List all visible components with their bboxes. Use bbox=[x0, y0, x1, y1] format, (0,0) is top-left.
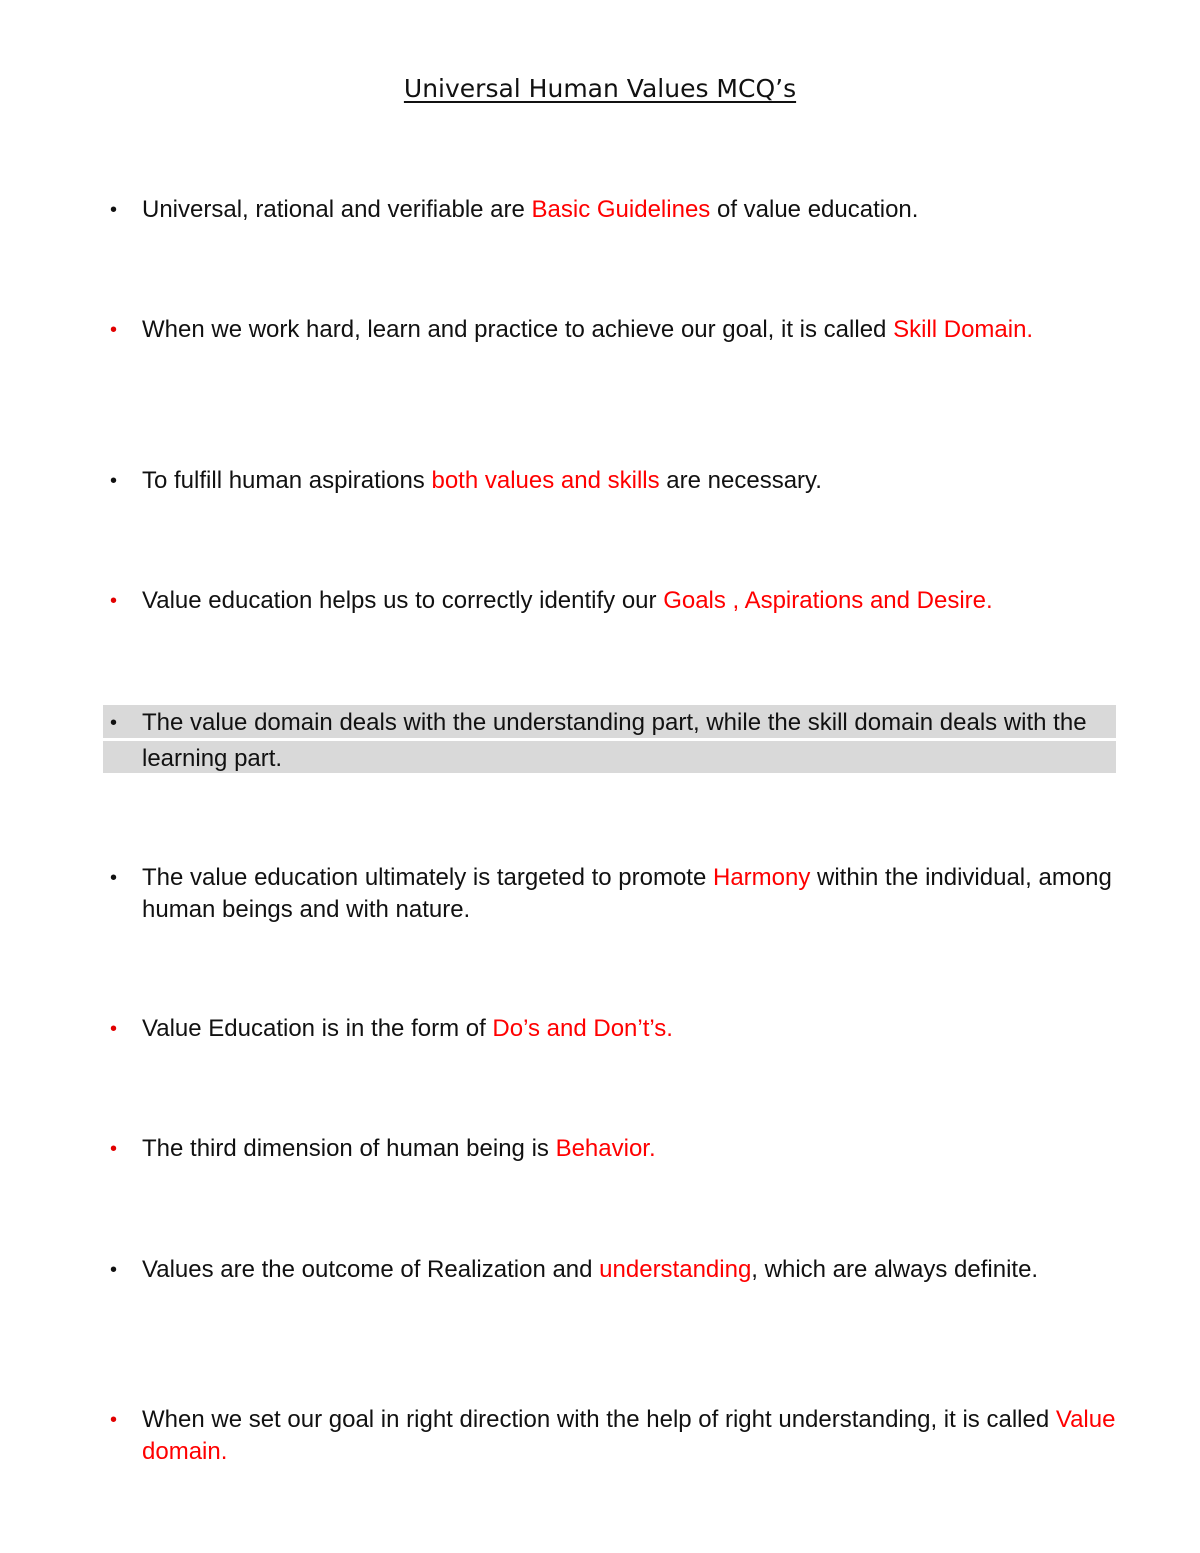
bullet-icon: • bbox=[110, 590, 118, 612]
question-text-end: , which are always definite. bbox=[751, 1256, 1039, 1283]
answer-text: Harmony bbox=[712, 864, 811, 891]
mcq-text bbox=[142, 1133, 1116, 1165]
mcq-item-10 bbox=[104, 1404, 1116, 1468]
mcq-item-6 bbox=[104, 862, 1116, 926]
mcq-item-7 bbox=[104, 1013, 1116, 1045]
mcq-text bbox=[142, 194, 1116, 226]
answer-text: Behavior. bbox=[555, 1135, 656, 1162]
answer-text: Goals , Aspirations and Desire. bbox=[663, 587, 993, 614]
mcq-item-5 bbox=[104, 705, 1116, 777]
mcq-text bbox=[142, 314, 1116, 346]
mcq-item-3 bbox=[104, 465, 1116, 497]
bullet-icon: • bbox=[110, 199, 118, 221]
mcq-text bbox=[142, 862, 1116, 926]
mcq-text bbox=[142, 585, 1116, 617]
question-text: When we work hard, learn and practice to achieve our goal, it is called bbox=[142, 316, 894, 343]
answer-text: Skill Domain. bbox=[893, 316, 1034, 343]
question-text: Value Education is in the form of bbox=[142, 1015, 493, 1042]
question-text: To fulfill human aspirations bbox=[142, 467, 432, 494]
question-text: Universal, rational and verifiable are bbox=[142, 196, 532, 223]
question-text-end: are necessary. bbox=[659, 467, 822, 494]
question-text-end: within the individual, among human beings and with nature. bbox=[142, 864, 1112, 923]
bullet-icon: • bbox=[110, 470, 118, 492]
mcq-item-8 bbox=[104, 1133, 1116, 1165]
question-text-end: of value education. bbox=[710, 196, 919, 223]
bullet-icon: • bbox=[110, 867, 118, 889]
answer-text: Basic Guidelines bbox=[531, 196, 711, 223]
mcq-item-2 bbox=[104, 314, 1116, 346]
mcq-item-4 bbox=[104, 585, 1116, 617]
bullet-icon: • bbox=[110, 1409, 118, 1431]
answer-text: Value domain. bbox=[142, 1406, 1116, 1465]
bullet-icon: • bbox=[110, 1259, 118, 1281]
page-title: Universal Human Values MCQ’s bbox=[403, 74, 797, 103]
mcq-text bbox=[142, 705, 1116, 777]
bullet-icon: • bbox=[110, 319, 118, 341]
question-text: The third dimension of human being is bbox=[142, 1135, 556, 1162]
answer-text: understanding bbox=[599, 1256, 752, 1283]
question-text: The value education ultimately is targeted to promote bbox=[142, 864, 713, 891]
mcq-item-1 bbox=[104, 194, 1116, 226]
question-text: The value domain deals with the understanding part, while the skill domain deals with the learning part. bbox=[142, 709, 1087, 772]
bullet-icon: • bbox=[110, 1138, 118, 1160]
bullet-icon: • bbox=[110, 1018, 118, 1040]
mcq-text bbox=[142, 1013, 1116, 1045]
question-text: Value education helps us to correctly identify our bbox=[142, 587, 664, 614]
answer-text: both values and skills bbox=[431, 467, 660, 494]
mcq-text bbox=[142, 465, 1116, 497]
bullet-icon: • bbox=[110, 712, 118, 734]
answer-text: Do’s and Don’t’s. bbox=[492, 1015, 673, 1042]
question-text: Values are the outcome of Realization and bbox=[142, 1256, 600, 1283]
mcq-text bbox=[142, 1254, 1116, 1286]
mcq-item-9 bbox=[104, 1254, 1116, 1286]
question-text: When we set our goal in right direction with the help of right understanding, it is called bbox=[142, 1406, 1056, 1433]
mcq-text bbox=[142, 1404, 1116, 1468]
